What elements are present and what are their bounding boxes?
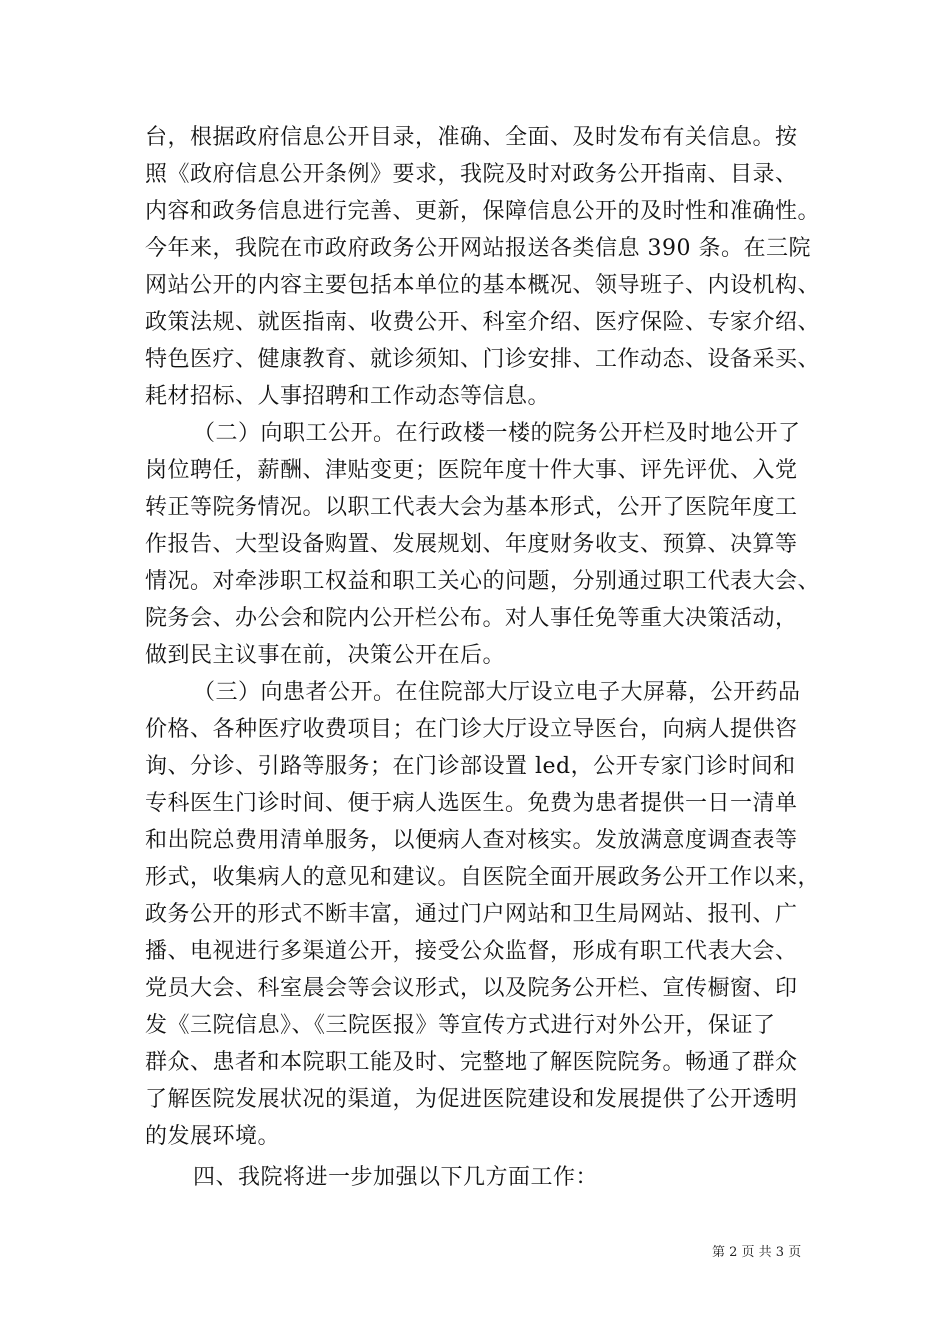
text-line: 网站公开的内容主要包括本单位的基本概况、领导班子、内设机构、 bbox=[145, 273, 821, 298]
text-line: 和出院总费用清单服务，以便病人查对核实。发放满意度调查表等 bbox=[145, 828, 798, 853]
text-line: 政策法规、就医指南、收费公开、科室介绍、医疗保险、专家介绍、 bbox=[145, 310, 821, 335]
text-line: 院务会、办公会和院内公开栏公布。对人事任免等重大决策活动， bbox=[145, 606, 798, 631]
text-line: 群众、患者和本院职工能及时、完整地了解医院院务。畅通了群众 bbox=[145, 1050, 798, 1075]
paragraph-2-start: （二）向职工公开。在行政楼一楼的院务公开栏及时地公开了 bbox=[193, 421, 801, 446]
text-line: 的发展环境。 bbox=[145, 1124, 281, 1149]
text-line: 政务公开的形式不断丰富，通过门户网站和卫生局网站、报刊、广 bbox=[145, 902, 798, 927]
text-line: 询、分诊、引路等服务；在门诊部设置 led，公开专家门诊时间和 bbox=[145, 754, 796, 779]
text-line: 特色医疗、健康教育、就诊须知、门诊安排、工作动态、设备采买、 bbox=[145, 347, 821, 372]
text-line: 转正等院务情况。以职工代表大会为基本形式，公开了医院年度工 bbox=[145, 495, 798, 520]
text-line: 价格、各种医疗收费项目；在门诊大厅设立导医台，向病人提供咨 bbox=[145, 717, 798, 742]
text-line: 今年来，我院在市政府政务公开网站报送各类信息 390 条。在三院 bbox=[145, 236, 811, 261]
text-line: 了解医院发展状况的渠道，为促进医院建设和发展提供了公开透明 bbox=[145, 1087, 798, 1112]
section-heading: 四、我院将进一步加强以下几方面工作： bbox=[193, 1165, 599, 1190]
text-line: 台，根据政府信息公开目录，准确、全面、及时发布有关信息。按 bbox=[145, 125, 798, 150]
page-number: 第 2 页 共 3 页 bbox=[712, 1245, 802, 1260]
text-line: 内容和政务信息进行完善、更新，保障信息公开的及时性和准确性。 bbox=[145, 199, 821, 224]
text-line: 发《三院信息》、《三院医报》等宣传方式进行对外公开，保证了 bbox=[145, 1013, 776, 1038]
text-line: 岗位聘任，薪酬、津贴变更；医院年度十件大事、评先评优、入党 bbox=[145, 458, 798, 483]
text-line: 党员大会、科室晨会等会议形式，以及院务公开栏、宣传橱窗、印 bbox=[145, 976, 798, 1001]
paragraph-3-start: （三）向患者公开。在住院部大厅设立电子大屏幕，公开药品 bbox=[193, 680, 801, 705]
text-line: 做到民主议事在前，决策公开在后。 bbox=[145, 643, 506, 668]
text-line: 情况。对牵涉职工权益和职工关心的问题，分别通过职工代表大会、 bbox=[145, 569, 821, 594]
text-line: 专科医生门诊时间、便于病人选医生。免费为患者提供一日一清单 bbox=[145, 791, 798, 816]
text-line: 耗材招标、人事招聘和工作动态等信息。 bbox=[145, 384, 551, 409]
text-line: 作报告、大型设备购置、发展规划、年度财务收支、预算、决算等 bbox=[145, 532, 798, 557]
text-line: 播、电视进行多渠道公开，接受公众监督，形成有职工代表大会、 bbox=[145, 939, 798, 964]
text-line: 照《政府信息公开条例》要求，我院及时对政务公开指南、目录、 bbox=[145, 162, 798, 187]
text-line: 形式，收集病人的意见和建议。自医院全面开展政务公开工作以来， bbox=[145, 865, 821, 890]
